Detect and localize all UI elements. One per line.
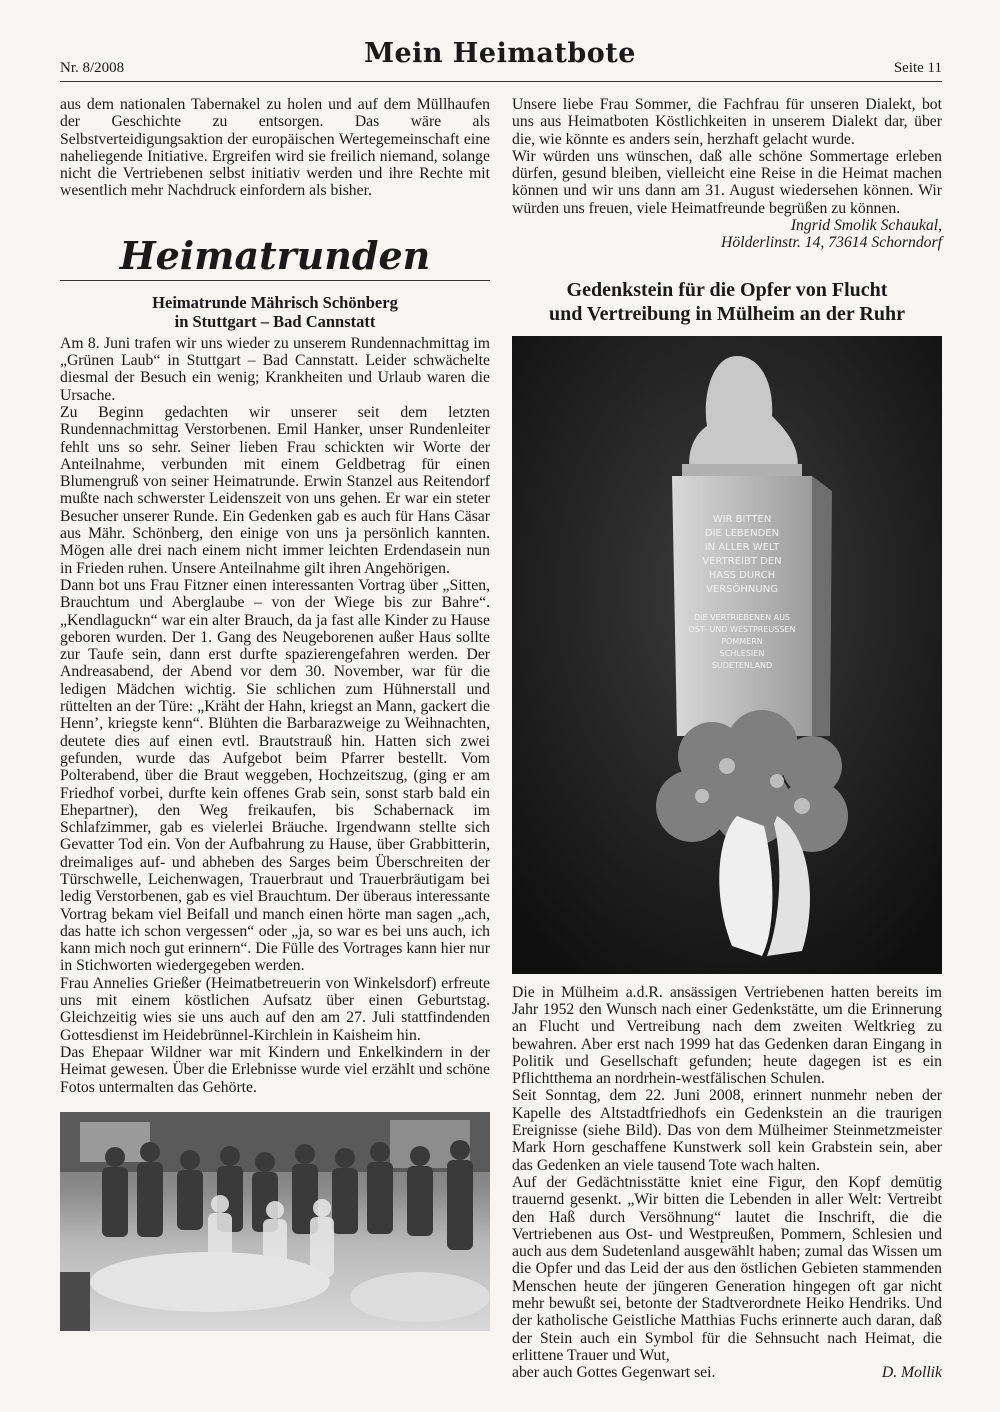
right-column: [512, 96, 942, 1382]
paragraph: Das Ehepaar Wildner war mit Kindern und Enkelkindern in der Heimat gewesen. Über die Erlebnisse wurde viel erzählt und schöne Fotos untermalten das Gehörte.: [60, 1043, 490, 1096]
inscription-line: DIE VERTRIEBENEN AUS: [694, 612, 790, 622]
inscription-line: VERTREIBT DEN: [702, 555, 782, 567]
paragraph: Dann bot uns Frau Fitzner einen interessanten Vortrag über „Sitten, Brauchtum und Aberglaube – von der Wiege bis zur Bahre“. „Kendlaguckn“ war ein alter Brauch, da ja fast alle Kinder zu Hause geboren wurden. Der 1. Gang des Neugeborenen außer Haus sollte zur Taufe sein, dann erst durfte spazierengefahren werden. Der Andreasabend, der Abend vor dem 30. November, war für die ledigen Mädchen wichtig. Sie schlichen zum Hühnerstall und rüttelten an der Türe: „Kräht der Hahn, kriegst an Mann, gackert die Henn’, kriegste kenn“. Blühten die Barbarazweige zu Weihnachten, deutete dies auf einen evtl. Brautstrauß hin. Hatten sich zwei gefunden, wurde das Aufgebot beim Pfarrer bestellt. Vom Polterabend, über die Braut weggeben, Hochzeitszug, (ging er am Friedhof vorbei, durfte kein offenes Grab sein, sonst starb bald ein Ehepartner), den Weg freikaufen, bis Schabernack im Schlafzimmer, gab es vielerlei Bräuche. Irgendwann stellte sich Gevatter Tod ein. Von der Aufbahrung zu Hause, über Grabbitterin, dreimaliges auf- und abheben des Sarges beim Überschreiten der Türschwelle, Leichenwagen, Trauerbraut und Trauerbräutigam bei ledig Verstorbenen, gab es viel Brauchtum. Der überaus interessante Vortrag bekam viel Beifall und manch einen hörte man sagen „ach, das hatte ich schon vergessen“ oder „ja, so war es bei uns auch, ich kann mich noch gut erinnern“. Die Fülle des Vortrages kann hier nur in Stichworten wiedergegeben werden.: [60, 576, 490, 975]
inscription-line: DIE LEBENDEN: [704, 527, 780, 539]
inscription-line: POMMERN: [721, 636, 763, 646]
paragraph: Seit Sonntag, dem 22. Juni 2008, erinnert nunmehr neben der Kapelle des Altstadtfriedhofs ein Gedenkstein an die traurigen Ereignisse (siehe Bild). Das von dem Mülheimer Steinmetzmeister Mark Horn geschaffene Kunstwerk soll kein Grabstein sein, aber das Gedenken an viele tausend Tote wach halten.: [512, 1087, 942, 1174]
author-signature: D. Mollik: [881, 1364, 942, 1382]
inscription-line: OST- UND WESTPREUSSEN: [688, 624, 796, 634]
issue-number: Nr. 8/2008: [60, 60, 125, 76]
paragraph: Am 8. Juni trafen wir uns wieder zu unserem Rundennachmittag im „Grünen Laub“ in Stuttgart – Bad Cannstatt. Leider schwächelte diesmal der Besuch ein wenig; Krankheiten und Urlaub waren die Ursache.: [60, 334, 490, 404]
inscription-line: VERSÖHNUNG: [706, 583, 778, 595]
intro-paragraph: aus dem nationalen Tabernakel zu holen und auf dem Müllhaufen der Geschichte zu entsorgen. Das wäre als Selbstverteidigungsaktion der europäischen Wertegemeinschaft eine naheliegende Initiative. Ergreifen wird sie freilich niemand, solange nicht die Vertriebenen selbst initiativ werden und ihre Rechte mit wesentlich mehr Nachdruck einfordern als bisher.: [60, 96, 490, 200]
memorial-photo: [512, 336, 942, 974]
section-rule: [60, 280, 490, 281]
article-title-line-2: und Vertreibung in Mülheim an der Ruhr: [548, 302, 905, 325]
paragraph: Zu Beginn gedachten wir unserer seit dem letzten Rundennachmittag Verstorbenen. Emil Hanker, unser Rundenleiter fehlt uns so sehr. Seiner lieben Frau schickten wir Worte der Anteilnahme, verbunden mit einem Geldbetrag für einen Blumengruß von seiner Heimatrunde. Erwin Stanzel aus Reitendorf mußte nach schwerster Leidenszeit von uns gehen. Er war ein steter Besucher unserer Runde. Ein Gedenken gab es auch für Hans Cäsar aus Mähr. Schönberg, den einige von uns ja persönlich kannten. Mögen alle drei nach einem nicht immer leichten Erdendasein nun in Frieden ruhen. Unsere Anteilnahme gilt ihren Angehörigen.: [60, 403, 490, 577]
section-heading: Heimatrunden: [119, 232, 431, 278]
article-title: [512, 278, 942, 326]
article-title-line-2: in Stuttgart – Bad Cannstatt: [174, 311, 376, 331]
paragraph: Unsere liebe Frau Sommer, die Fachfrau für unseren Dialekt, bot uns aus Heimatboten Köstlichkeiten in unserem Dialekt dar, über die, wie könnte es anders sein, herzhaft gelacht wurde.: [512, 96, 942, 148]
paragraph: Die in Mülheim a.d.R. ansässigen Vertriebenen hatten bereits im Jahr 1952 den Wunsch nach einer Gedenkstätte, um die Erinnerung an Flucht und Vertreibung nach dem zweiten Weltkrieg zu bewahren. Aber erst nach 1999 hat das Gedenken daran Eingang in Politik und Gesellschaft gefunden; heute dagegen ist es ein Pflichtthema an nordrhein-westfälischen Schulen.: [512, 983, 942, 1088]
inscription-line: SUDETENLAND: [711, 660, 773, 670]
paragraph: Auf der Gedächtnisstätte kniet eine Figur, den Kopf demütig trauernd gesenkt. „Wir bitten die Lebenden in aller Welt: Vertreibt den Haß durch Versöhnung“ lautet die Inschrift, die die Vertriebenen aus Ost- und Westpreußen, Pommern, Schlesien und auch aus dem Sudetenland ausgewählt haben; zumal das Wissen um die Opfer und das Leid der aus den östlichen Gebieten stammenden Menschen heute der jüngeren Generation hingegen oft gar nicht mehr bewußt sei, betonte der Stadtverordnete Heiko Hendriks. Und der katholische Geistliche Matthias Fuchs erinnerte auch daran, daß der Stein auch ein Symbol für die Sehnsucht nach Heimat, die erlittene Trauer und Wut,: [512, 1173, 942, 1364]
signature-address: Hölderlinstr. 14, 73614 Schorndorf: [721, 234, 942, 252]
header-rule: [60, 81, 942, 82]
page-number: Seite 11: [893, 60, 942, 76]
masthead-logo: Mein Heimatbote: [364, 38, 636, 69]
signature-name: Ingrid Smolik Schaukal,: [790, 217, 942, 235]
inscription-line: HASS DURCH: [708, 569, 776, 581]
group-photo: [60, 1112, 490, 1331]
inscription-line: WIR BITTEN: [712, 513, 772, 525]
article-title: [60, 293, 490, 331]
article-title-line-1: Heimatrunde Mährisch Schönberg: [152, 292, 398, 312]
left-column: [60, 96, 490, 1331]
inscription-line: SCHLESIEN: [719, 648, 765, 658]
paragraph: Wir würden uns wünschen, daß alle schöne Sommertage erleben dürfen, gesund bleiben, vielleicht eine Reise in die Heimat machen können und wir uns dann am 31. August wiedersehen können. Wir würden uns freuen, viele Heimatfreunde begrüßen zu können.: [512, 147, 942, 217]
closing-text: aber auch Gottes Gegenwart sei.: [512, 1364, 716, 1382]
closing-line: [512, 1364, 942, 1381]
article-title-line-1: Gedenkstein für die Opfer von Flucht: [566, 278, 888, 301]
paragraph: Frau Annelies Grießer (Heimatbetreuerin von Winkelsdorf) erfreute uns mit einem köstlichen Aufsatz über einen Geburtstag. Gleichzeitig wies sie uns auch auf den am 27. Juli stattfindenden Gottesdienst im Heidebrünnel-Kirchlein in Kaisheim hin.: [60, 974, 490, 1044]
inscription-line: IN ALLER WELT: [704, 541, 780, 553]
